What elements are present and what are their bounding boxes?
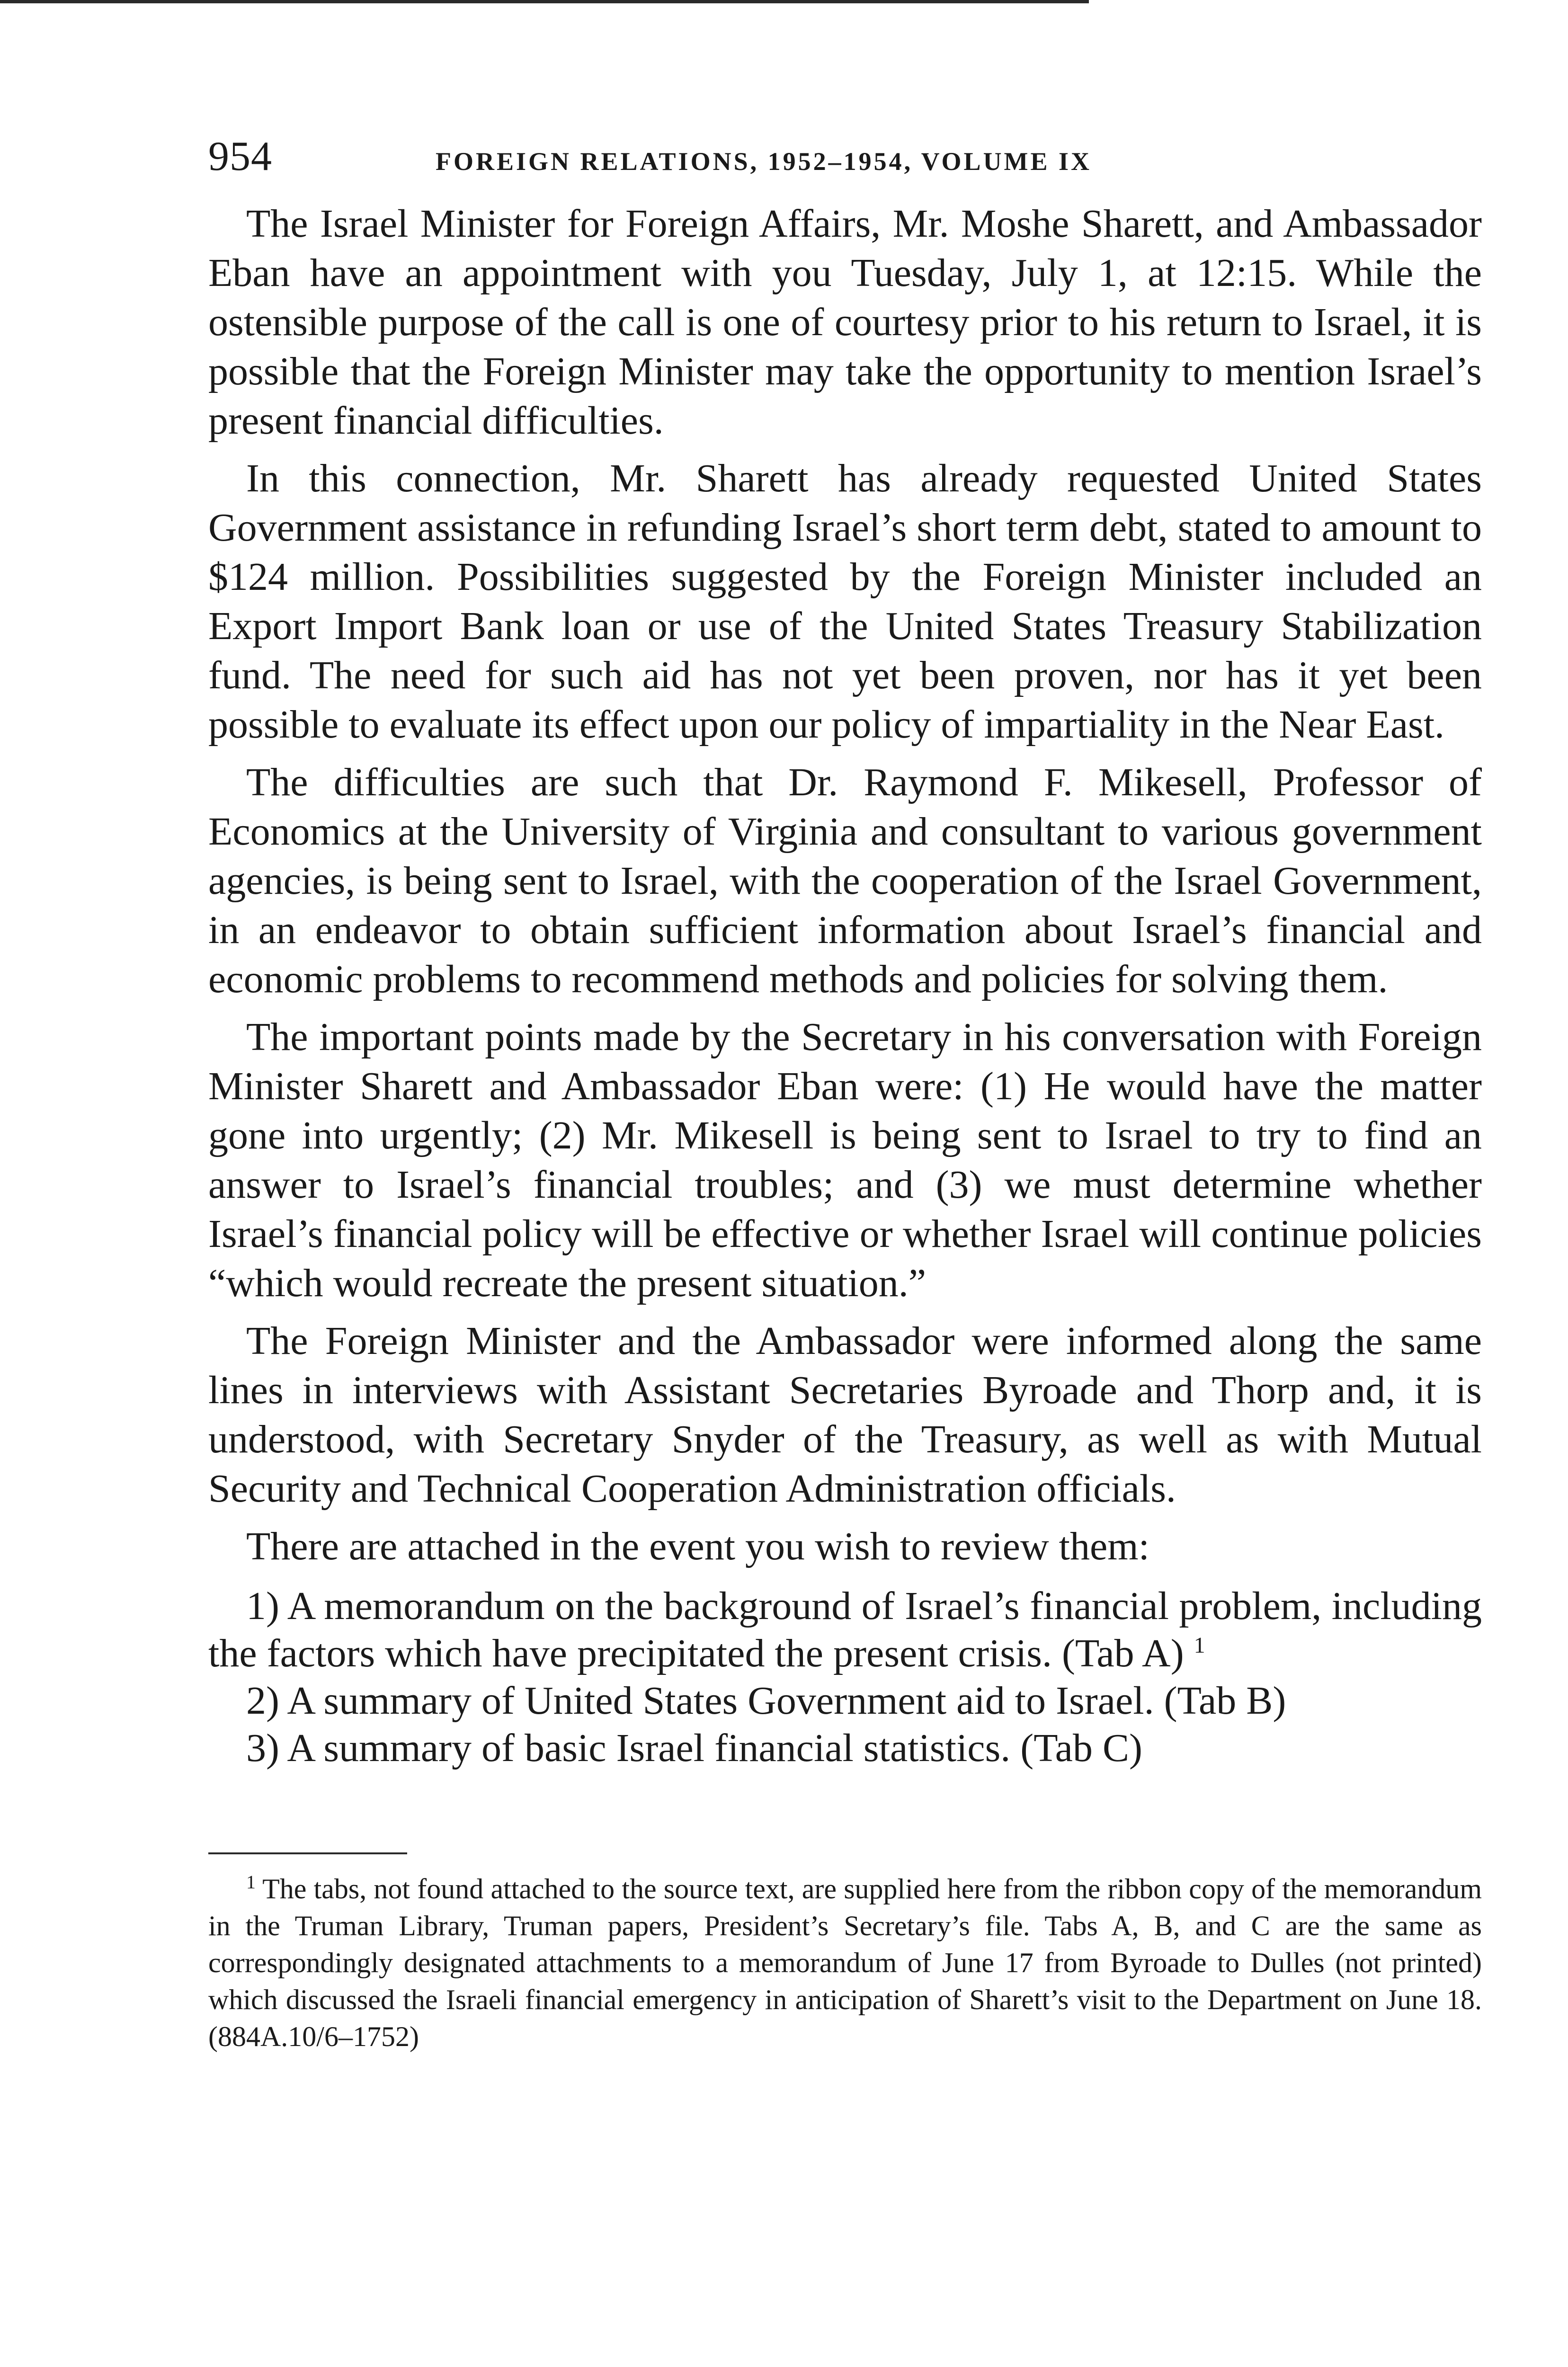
attachment-text: 2) A summary of United States Government aid to Israel. (Tab B) xyxy=(246,1679,1286,1723)
paragraph: There are attached in the event you wish to review them: xyxy=(246,1524,1149,1568)
footnote-divider xyxy=(208,1852,407,1854)
attachment-item xyxy=(208,1725,1482,1772)
paragraph: The Foreign Minister and the Ambassador were informed along the same lines in interviews with Assistant Secretaries Byroade and Thorp and, it is understood, with Secretary Snyder of the Treasury, as well as with Mutual Security and Technical Cooperation Administration officials. xyxy=(208,1319,1482,1511)
paragraph: The important points made by the Secretary in his conversation with Foreign Minister Sharett and Ambassador Eban were: (1) He would have the matter gone into urgently; (2) Mr. Mikesell is being sent to Israel to try to find an answer to Israel’s financial troubles; and (3) we must determine whether Israel’s financial policy will be effective or whether Israel will continue policies “which would recreate the present situation.” xyxy=(208,1015,1482,1305)
attachment-text: 1) A memorandum on the background of Israel’s financial problem, including the factors which have precipitated the present crisis. (Tab A) xyxy=(208,1584,1482,1675)
footnote-text: The tabs, not found attached to the source text, are supplied here from the ribbon copy of the memorandum in the Truman Library, Truman papers, President’s Secretary’s file. Tabs A, B, and C are the same as correspondingly designated attachments to a memorandum of June 17 from Byroade to Dulles (not printed) which discussed the Israeli financial emergency in anticipation of Sharett’s visit to the Department on June 18. (884A.10/6–1752) xyxy=(208,1873,1482,2052)
paragraph: The difficulties are such that Dr. Raymond F. Mikesell, Professor of Economics at the University of Virginia and consultant to various government agencies, is being sent to Israel, with the cooperation of the Israel Government, in an endeavor to obtain sufficient information about Israel’s financial and economic problems to recommend methods and policies for solving them. xyxy=(208,760,1482,1001)
page-number: 954 xyxy=(208,133,272,179)
attachment-item xyxy=(208,1583,1482,1677)
body-text xyxy=(208,199,1482,1571)
running-header xyxy=(208,133,1482,180)
attachment-text: 3) A summary of basic Israel financial statistics. (Tab C) xyxy=(246,1726,1142,1770)
paragraph: The Israel Minister for Foreign Affairs, Mr. Moshe Sharett, and Ambassador Eban have an appointment with you Tuesday, July 1, at 12:15. While the ostensible purpose of the call is one of courtesy prior to his return to Israel, it is possible that the Foreign Minister may take the opportunity to mention Israel’s present financial difficulties. xyxy=(208,202,1482,443)
footnote-mark: 1 xyxy=(246,1871,256,1893)
paragraph: In this connection, Mr. Sharett has already requested United States Government assistance in refunding Israel’s short term debt, stated to amount to $124 million. Possibilities suggested by the Foreign Minister included an Export Import Bank loan or use of the United States Treasury Stabilization fund. The need for such aid has not yet been proven, nor has it yet been possible to evaluate its effect upon our policy of impartiality in the Near East. xyxy=(208,456,1482,747)
document-page xyxy=(208,133,1482,2055)
top-edge-rule xyxy=(0,0,1089,3)
footnote xyxy=(208,1870,1482,2055)
footnote-reference: 1 xyxy=(1194,1633,1205,1658)
attachment-item xyxy=(208,1677,1482,1725)
running-title: FOREIGN RELATIONS, 1952–1954, VOLUME IX xyxy=(436,147,1092,176)
attachment-list xyxy=(208,1583,1482,1772)
